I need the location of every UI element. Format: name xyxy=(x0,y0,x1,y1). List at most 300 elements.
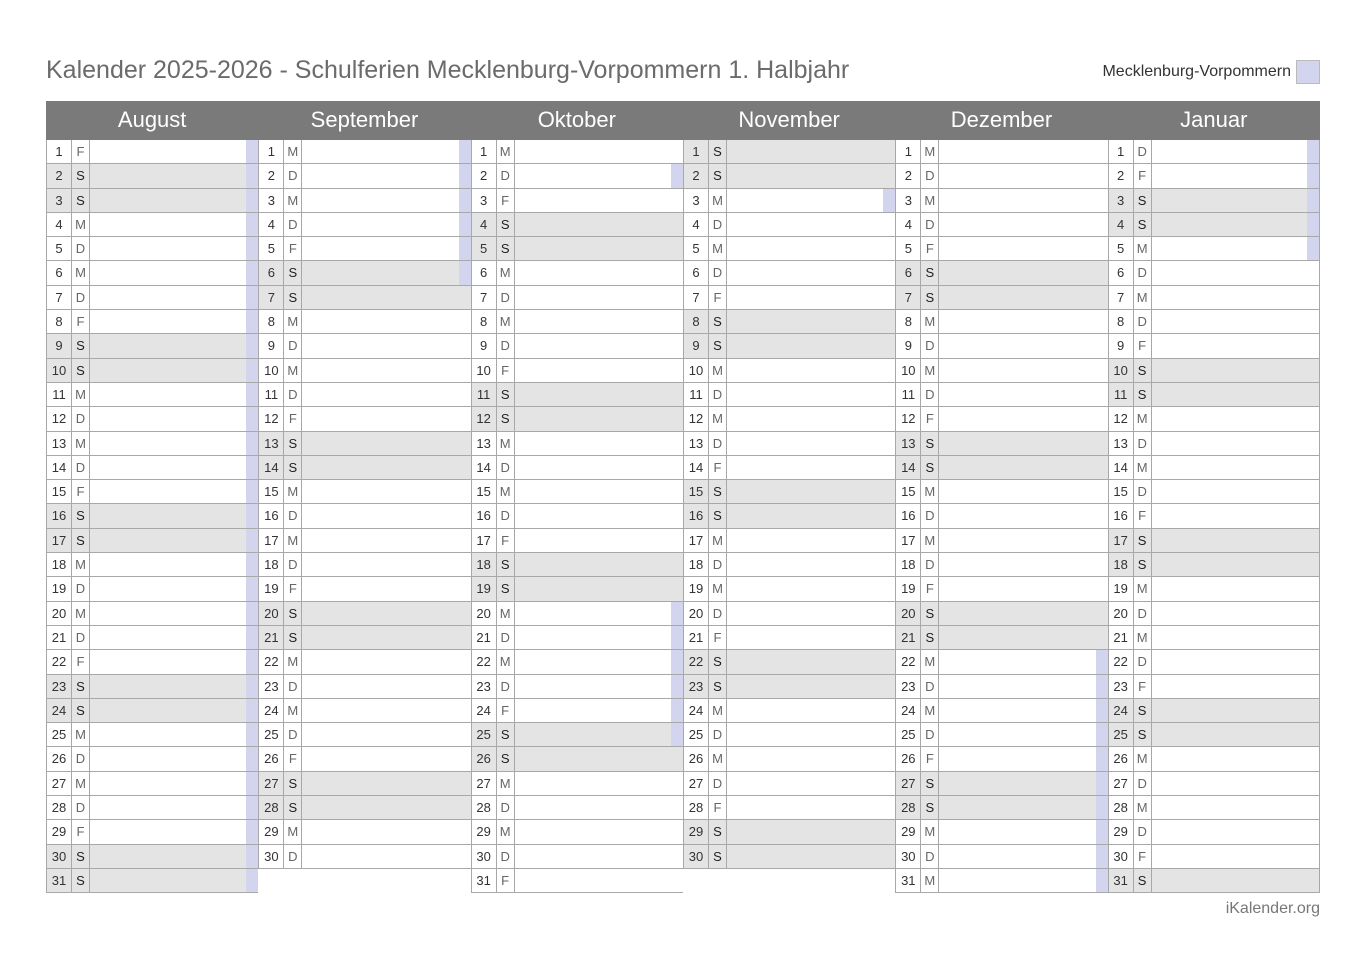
day-number: 29 xyxy=(684,820,709,843)
weekday-letter: M xyxy=(921,480,939,503)
weekday-letter: M xyxy=(72,383,90,406)
weekday-letter: S xyxy=(921,796,939,819)
day-row xyxy=(258,529,470,553)
weekday-letter: S xyxy=(921,432,939,455)
day-row xyxy=(683,747,895,771)
day-note-cell xyxy=(90,869,258,892)
day-row xyxy=(258,553,470,577)
day-number: 10 xyxy=(472,359,497,382)
day-row xyxy=(46,772,258,796)
weekday-letter: D xyxy=(709,553,727,576)
day-note-cell xyxy=(939,504,1107,527)
day-row xyxy=(895,772,1107,796)
day-note-cell xyxy=(939,796,1107,819)
day-row xyxy=(1108,699,1319,723)
day-note-cell xyxy=(727,261,895,284)
day-row xyxy=(258,383,470,407)
day-number: 15 xyxy=(896,480,921,503)
day-number: 3 xyxy=(896,189,921,212)
legend-label: Mecklenburg-Vorpommern xyxy=(1102,63,1291,80)
day-row xyxy=(46,189,258,213)
day-number: 24 xyxy=(1109,699,1134,722)
day-note-cell xyxy=(90,675,258,698)
weekday-letter: D xyxy=(921,504,939,527)
day-note-cell xyxy=(1152,213,1319,236)
day-number: 19 xyxy=(472,577,497,600)
weekday-letter: M xyxy=(921,869,939,892)
day-row xyxy=(46,577,258,601)
day-note-cell xyxy=(939,383,1107,406)
day-note-cell xyxy=(515,310,683,333)
day-row xyxy=(683,407,895,431)
day-note-cell xyxy=(1152,650,1319,673)
day-note-cell xyxy=(727,577,895,600)
day-row xyxy=(471,140,683,164)
day-row xyxy=(46,626,258,650)
day-number: 19 xyxy=(684,577,709,600)
month-header-row xyxy=(46,101,1320,140)
month-column-oktober xyxy=(471,140,683,893)
weekday-letter: D xyxy=(284,675,302,698)
day-row xyxy=(895,626,1107,650)
day-note-cell xyxy=(302,334,470,357)
weekday-letter: S xyxy=(1134,213,1152,236)
day-number: 12 xyxy=(684,407,709,430)
weekday-letter: D xyxy=(1134,310,1152,333)
day-number: 21 xyxy=(684,626,709,649)
day-row xyxy=(683,772,895,796)
day-row xyxy=(46,820,258,844)
day-row xyxy=(258,480,470,504)
day-note-cell xyxy=(515,189,683,212)
day-note-cell xyxy=(939,286,1107,309)
weekday-letter: S xyxy=(284,796,302,819)
day-row xyxy=(46,796,258,820)
weekday-letter: D xyxy=(72,626,90,649)
weekday-letter: S xyxy=(497,407,515,430)
day-note-cell xyxy=(939,820,1107,843)
day-note-cell xyxy=(939,675,1107,698)
weekday-letter: M xyxy=(284,480,302,503)
day-row xyxy=(683,529,895,553)
day-number: 13 xyxy=(47,432,72,455)
day-note-cell xyxy=(302,602,470,625)
day-row xyxy=(258,845,470,869)
weekday-letter: D xyxy=(1134,261,1152,284)
day-number: 6 xyxy=(684,261,709,284)
weekday-letter: F xyxy=(497,529,515,552)
day-note-cell xyxy=(515,261,683,284)
day-note-cell xyxy=(939,772,1107,795)
day-note-cell xyxy=(90,140,258,163)
weekday-letter: D xyxy=(1134,602,1152,625)
day-number: 14 xyxy=(472,456,497,479)
day-note-cell xyxy=(302,456,470,479)
day-note-cell xyxy=(515,626,683,649)
day-number: 20 xyxy=(472,602,497,625)
day-row xyxy=(1108,723,1319,747)
weekday-letter: M xyxy=(921,529,939,552)
weekday-letter: D xyxy=(709,383,727,406)
weekday-letter: M xyxy=(1134,407,1152,430)
weekday-letter: S xyxy=(709,480,727,503)
day-note-cell xyxy=(90,432,258,455)
day-note-cell xyxy=(90,772,258,795)
day-number: 17 xyxy=(472,529,497,552)
day-number: 19 xyxy=(1109,577,1134,600)
weekday-letter: M xyxy=(497,650,515,673)
day-number: 12 xyxy=(259,407,284,430)
day-number: 12 xyxy=(1109,407,1134,430)
day-number: 12 xyxy=(896,407,921,430)
day-note-cell xyxy=(515,529,683,552)
weekday-letter: S xyxy=(1134,359,1152,382)
day-row xyxy=(46,213,258,237)
weekday-letter: M xyxy=(284,529,302,552)
day-note-cell xyxy=(90,553,258,576)
day-note-cell xyxy=(939,213,1107,236)
day-row xyxy=(471,310,683,334)
day-row xyxy=(46,504,258,528)
day-note-cell xyxy=(727,189,895,212)
day-note-cell xyxy=(515,747,683,770)
day-number: 13 xyxy=(896,432,921,455)
day-number: 9 xyxy=(896,334,921,357)
day-row xyxy=(895,723,1107,747)
day-number: 7 xyxy=(684,286,709,309)
day-row xyxy=(46,407,258,431)
day-note-cell xyxy=(302,480,470,503)
weekday-letter: M xyxy=(72,602,90,625)
weekday-letter: S xyxy=(1134,553,1152,576)
day-number: 14 xyxy=(896,456,921,479)
weekday-letter: M xyxy=(284,699,302,722)
day-number: 7 xyxy=(47,286,72,309)
day-row xyxy=(471,213,683,237)
day-note-cell xyxy=(90,189,258,212)
day-row xyxy=(1108,675,1319,699)
weekday-letter: M xyxy=(72,772,90,795)
day-row xyxy=(1108,310,1319,334)
day-number: 8 xyxy=(896,310,921,333)
day-note-cell xyxy=(939,553,1107,576)
day-number: 3 xyxy=(684,189,709,212)
weekday-letter: S xyxy=(497,383,515,406)
day-number: 20 xyxy=(259,602,284,625)
day-note-cell xyxy=(302,310,470,333)
month-header-august: August xyxy=(117,107,187,132)
day-number: 12 xyxy=(472,407,497,430)
day-row xyxy=(895,553,1107,577)
day-note-cell xyxy=(939,626,1107,649)
day-number: 6 xyxy=(47,261,72,284)
day-row xyxy=(471,286,683,310)
weekday-letter: S xyxy=(921,772,939,795)
weekday-letter: F xyxy=(921,747,939,770)
day-note-cell xyxy=(727,723,895,746)
day-note-cell xyxy=(939,310,1107,333)
day-row xyxy=(258,699,470,723)
weekday-letter: D xyxy=(497,504,515,527)
day-row xyxy=(258,675,470,699)
day-note-cell xyxy=(515,432,683,455)
day-row xyxy=(683,845,895,869)
day-number: 7 xyxy=(1109,286,1134,309)
weekday-letter: D xyxy=(1134,140,1152,163)
day-row xyxy=(471,820,683,844)
day-row xyxy=(895,189,1107,213)
day-number: 31 xyxy=(47,869,72,892)
day-row xyxy=(471,359,683,383)
weekday-letter: M xyxy=(709,747,727,770)
weekday-letter: M xyxy=(284,359,302,382)
weekday-letter: F xyxy=(709,626,727,649)
day-note-cell xyxy=(1152,383,1319,406)
day-note-cell xyxy=(90,626,258,649)
weekday-letter: D xyxy=(497,675,515,698)
day-note-cell xyxy=(1152,504,1319,527)
day-row xyxy=(258,456,470,480)
day-number: 19 xyxy=(896,577,921,600)
weekday-letter: M xyxy=(709,407,727,430)
day-number: 2 xyxy=(472,164,497,187)
day-number: 30 xyxy=(472,845,497,868)
day-number: 13 xyxy=(684,432,709,455)
weekday-letter: M xyxy=(709,359,727,382)
day-number: 26 xyxy=(684,747,709,770)
day-note-cell xyxy=(515,140,683,163)
day-number: 15 xyxy=(1109,480,1134,503)
weekday-letter: D xyxy=(1134,432,1152,455)
day-row xyxy=(1108,845,1319,869)
day-note-cell xyxy=(302,432,470,455)
weekday-letter: S xyxy=(497,747,515,770)
day-note-cell xyxy=(939,480,1107,503)
day-note-cell xyxy=(302,261,470,284)
weekday-letter: D xyxy=(709,723,727,746)
day-row xyxy=(471,164,683,188)
weekday-letter: D xyxy=(709,261,727,284)
day-row xyxy=(471,189,683,213)
day-note-cell xyxy=(90,359,258,382)
day-note-cell xyxy=(939,261,1107,284)
day-number: 22 xyxy=(472,650,497,673)
day-number: 10 xyxy=(896,359,921,382)
day-row xyxy=(683,432,895,456)
day-number: 15 xyxy=(472,480,497,503)
day-number: 28 xyxy=(1109,796,1134,819)
day-note-cell xyxy=(939,747,1107,770)
day-row xyxy=(683,237,895,261)
day-row xyxy=(46,675,258,699)
day-number: 20 xyxy=(1109,602,1134,625)
day-note-cell xyxy=(90,164,258,187)
day-note-cell xyxy=(302,383,470,406)
month-header-oktober: Oktober xyxy=(537,107,616,132)
weekday-letter: D xyxy=(284,504,302,527)
day-number: 18 xyxy=(684,553,709,576)
day-row xyxy=(683,577,895,601)
weekday-letter: D xyxy=(72,577,90,600)
day-number: 24 xyxy=(896,699,921,722)
weekday-letter: F xyxy=(284,577,302,600)
day-note-cell xyxy=(939,456,1107,479)
weekday-letter: D xyxy=(72,407,90,430)
weekday-letter: M xyxy=(1134,626,1152,649)
day-number: 17 xyxy=(1109,529,1134,552)
day-row xyxy=(46,602,258,626)
day-note-cell xyxy=(515,772,683,795)
day-number: 29 xyxy=(472,820,497,843)
weekday-letter: D xyxy=(921,675,939,698)
day-note-cell xyxy=(1152,602,1319,625)
weekday-letter: F xyxy=(72,650,90,673)
day-row xyxy=(258,334,470,358)
weekday-letter: S xyxy=(497,237,515,260)
day-note-cell xyxy=(302,286,470,309)
day-note-cell xyxy=(515,602,683,625)
day-row xyxy=(471,261,683,285)
weekday-letter: M xyxy=(497,772,515,795)
day-row xyxy=(471,699,683,723)
day-row xyxy=(471,480,683,504)
day-row xyxy=(46,383,258,407)
day-row xyxy=(683,650,895,674)
weekday-letter: S xyxy=(921,626,939,649)
day-row xyxy=(683,820,895,844)
weekday-letter: D xyxy=(709,772,727,795)
day-number: 4 xyxy=(47,213,72,236)
weekday-letter: S xyxy=(921,261,939,284)
day-row xyxy=(895,650,1107,674)
weekday-letter: S xyxy=(72,189,90,212)
day-row xyxy=(895,286,1107,310)
day-note-cell xyxy=(939,723,1107,746)
day-note-cell xyxy=(90,845,258,868)
day-note-cell xyxy=(939,602,1107,625)
day-number: 29 xyxy=(896,820,921,843)
day-row xyxy=(471,845,683,869)
day-row xyxy=(683,553,895,577)
day-number: 26 xyxy=(1109,747,1134,770)
day-row xyxy=(1108,456,1319,480)
day-row xyxy=(895,383,1107,407)
day-row xyxy=(258,723,470,747)
day-row xyxy=(258,310,470,334)
day-number: 10 xyxy=(47,359,72,382)
day-row xyxy=(471,626,683,650)
day-number: 22 xyxy=(1109,650,1134,673)
day-row xyxy=(1108,626,1319,650)
day-number: 29 xyxy=(259,820,284,843)
day-note-cell xyxy=(1152,140,1319,163)
weekday-letter: S xyxy=(497,723,515,746)
day-number: 4 xyxy=(259,213,284,236)
day-number: 26 xyxy=(259,747,284,770)
day-row xyxy=(46,164,258,188)
day-number: 25 xyxy=(47,723,72,746)
day-number: 23 xyxy=(472,675,497,698)
day-note-cell xyxy=(939,577,1107,600)
day-number: 23 xyxy=(259,675,284,698)
day-number: 5 xyxy=(259,237,284,260)
day-note-cell xyxy=(302,553,470,576)
weekday-letter: F xyxy=(1134,845,1152,868)
day-number: 5 xyxy=(47,237,72,260)
day-note-cell xyxy=(515,820,683,843)
weekday-letter: F xyxy=(72,140,90,163)
weekday-letter: S xyxy=(72,359,90,382)
day-number: 2 xyxy=(259,164,284,187)
day-note-cell xyxy=(302,237,470,260)
day-note-cell xyxy=(727,772,895,795)
day-note-cell xyxy=(515,845,683,868)
day-number: 6 xyxy=(896,261,921,284)
day-note-cell xyxy=(302,529,470,552)
day-row xyxy=(46,432,258,456)
day-note-cell xyxy=(302,772,470,795)
weekday-letter: D xyxy=(497,456,515,479)
day-number: 2 xyxy=(896,164,921,187)
day-row xyxy=(683,164,895,188)
day-number: 20 xyxy=(684,602,709,625)
day-note-cell xyxy=(302,699,470,722)
day-note-cell xyxy=(727,213,895,236)
weekday-letter: S xyxy=(72,529,90,552)
weekday-letter: D xyxy=(921,553,939,576)
weekday-letter: S xyxy=(72,675,90,698)
weekday-letter: S xyxy=(921,456,939,479)
day-note-cell xyxy=(1152,723,1319,746)
day-number: 7 xyxy=(472,286,497,309)
day-note-cell xyxy=(727,359,895,382)
day-row xyxy=(895,334,1107,358)
day-row xyxy=(471,553,683,577)
day-row xyxy=(46,747,258,771)
day-number: 1 xyxy=(259,140,284,163)
day-number: 13 xyxy=(1109,432,1134,455)
day-row xyxy=(46,553,258,577)
day-row xyxy=(895,675,1107,699)
day-note-cell xyxy=(1152,820,1319,843)
day-number: 25 xyxy=(472,723,497,746)
day-number: 17 xyxy=(684,529,709,552)
weekday-letter: F xyxy=(709,456,727,479)
day-note-cell xyxy=(515,723,683,746)
day-number: 27 xyxy=(47,772,72,795)
weekday-letter: M xyxy=(497,432,515,455)
day-note-cell xyxy=(727,407,895,430)
day-note-cell xyxy=(1152,747,1319,770)
weekday-letter: M xyxy=(1134,577,1152,600)
day-row xyxy=(683,383,895,407)
day-note-cell xyxy=(1152,432,1319,455)
day-row xyxy=(683,189,895,213)
weekday-letter: S xyxy=(709,310,727,333)
day-note-cell xyxy=(90,480,258,503)
day-note-cell xyxy=(1152,261,1319,284)
day-note-cell xyxy=(90,820,258,843)
day-number: 21 xyxy=(47,626,72,649)
day-row xyxy=(895,845,1107,869)
day-note-cell xyxy=(90,456,258,479)
day-number: 2 xyxy=(1109,164,1134,187)
day-number: 4 xyxy=(1109,213,1134,236)
day-row xyxy=(258,286,470,310)
day-number: 3 xyxy=(47,189,72,212)
weekday-letter: M xyxy=(284,189,302,212)
day-note-cell xyxy=(1152,237,1319,260)
